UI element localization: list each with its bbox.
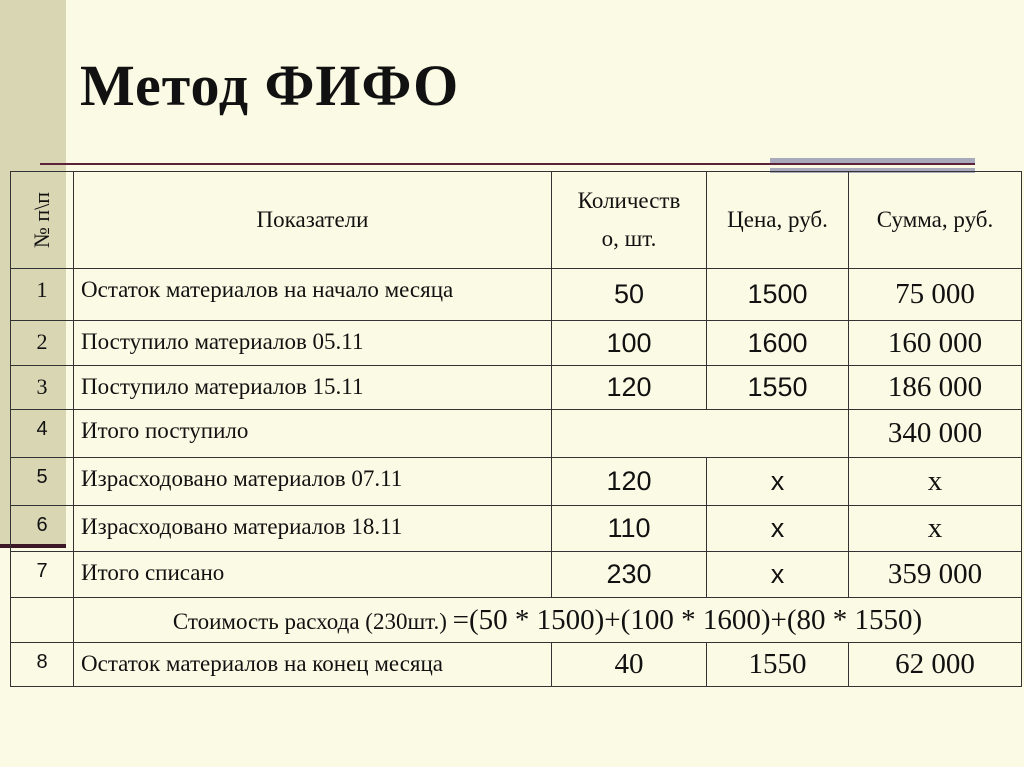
header-row — [11, 172, 1022, 269]
row-qty: 120 — [552, 366, 707, 410]
table-row — [11, 410, 1022, 458]
row-qty: 100 — [552, 321, 707, 366]
row-sum: х — [849, 458, 1022, 506]
row-price: 1500 — [707, 269, 849, 321]
row-number: 5 — [11, 458, 74, 506]
header-quantity: Количеств о, шт. — [552, 172, 707, 269]
row-sum: 359 000 — [849, 552, 1022, 598]
header-sum: Сумма, руб. — [849, 172, 1022, 269]
row-label: Остаток материалов на начало месяца — [74, 269, 552, 321]
row-label: Итого поступило — [74, 410, 552, 458]
row-price: х — [707, 458, 849, 506]
header-price: Цена, руб. — [707, 172, 849, 269]
row-label: Остаток материалов на конец месяца — [74, 643, 552, 687]
row-sum: 186 000 — [849, 366, 1022, 410]
formula-row — [11, 598, 1022, 643]
formula-cell — [74, 598, 1022, 643]
row-label: Поступило материалов 15.11 — [74, 366, 552, 410]
fifo-table — [10, 171, 1022, 687]
row-qty: 40 — [552, 643, 707, 687]
row-price: х — [707, 506, 849, 552]
row-sum: 62 000 — [849, 643, 1022, 687]
table-row — [11, 458, 1022, 506]
row-label: Израсходовано материалов 07.11 — [74, 458, 552, 506]
formula-num-empty — [11, 598, 74, 643]
table-row — [11, 366, 1022, 410]
row-qty: 50 — [552, 269, 707, 321]
row-number: 4 — [11, 410, 74, 458]
row-number: 2 — [11, 321, 74, 366]
row-number: 1 — [11, 269, 74, 321]
row-number: 3 — [11, 366, 74, 410]
table-row — [11, 269, 1022, 321]
row-sum: 160 000 — [849, 321, 1022, 366]
table-row — [11, 643, 1022, 687]
slide-title: Метод ФИФО — [80, 53, 460, 118]
row-label: Поступило материалов 05.11 — [74, 321, 552, 366]
row-qty: 230 — [552, 552, 707, 598]
row-price: х — [707, 552, 849, 598]
table-row — [11, 321, 1022, 366]
row-number: 7 — [11, 552, 74, 598]
row-sum: 340 000 — [849, 410, 1022, 458]
row-sum: х — [849, 506, 1022, 552]
row-empty-merged — [552, 410, 849, 458]
row-price: 1550 — [707, 643, 849, 687]
header-indicator: Показатели — [74, 172, 552, 269]
row-number: 6 — [11, 506, 74, 552]
row-price: 1550 — [707, 366, 849, 410]
row-label: Израсходовано материалов 18.11 — [74, 506, 552, 552]
row-qty: 120 — [552, 458, 707, 506]
header-num: № п\п — [11, 172, 74, 269]
row-price: 1600 — [707, 321, 849, 366]
row-sum: 75 000 — [849, 269, 1022, 321]
formula-prefix: Стоимость расхода (230шт.) — [172, 608, 453, 634]
table-row — [11, 506, 1022, 552]
table-row — [11, 552, 1022, 598]
formula-expression: =(50 * 1500)+(100 * 1600)+(80 * 1550) — [452, 603, 923, 636]
row-label: Итого списано — [74, 552, 552, 598]
row-number: 8 — [11, 643, 74, 687]
row-qty: 110 — [552, 506, 707, 552]
